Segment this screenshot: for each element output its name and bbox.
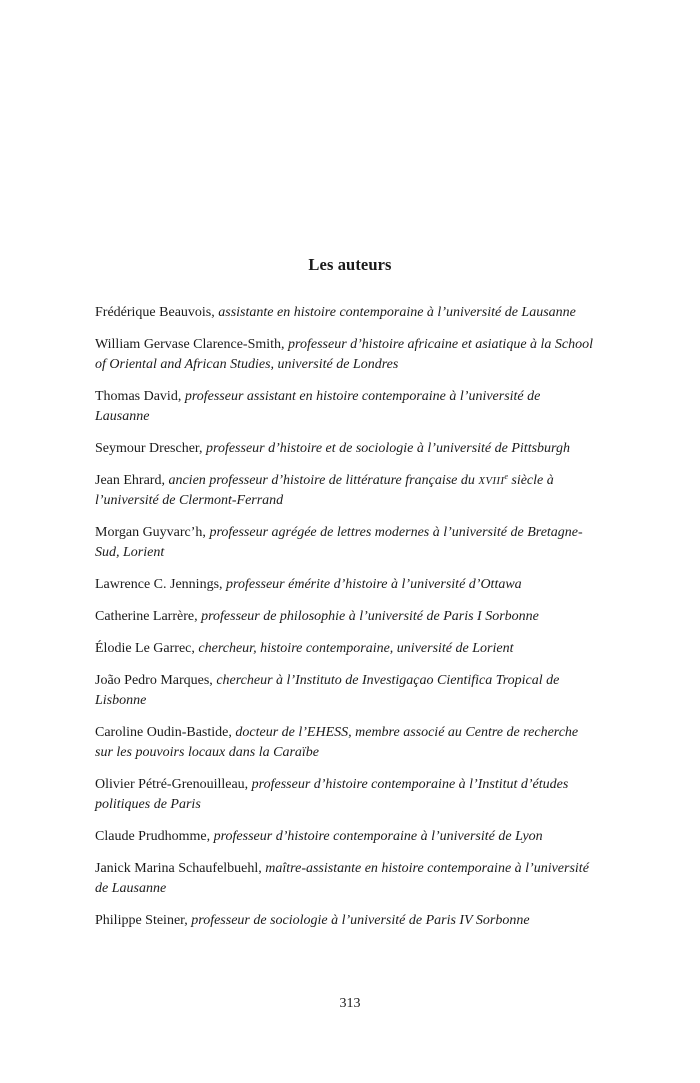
author-role: docteur de l’EHESS, membre associé au Centre de recherche sur les pouvoirs locaux dans la Caraïbe [95, 725, 579, 760]
author-name: Janick Marina Schaufelbuehl, [95, 861, 262, 876]
author-entry [95, 723, 595, 763]
author-role: assistante en histoire contemporaine à l’université de Lausanne [218, 305, 576, 320]
century-numeral: XVIII [478, 475, 505, 487]
author-role: professeur émérite d’histoire à l’université d’Ottawa [226, 577, 522, 592]
author-entry [95, 303, 595, 323]
author-entry [95, 335, 595, 375]
author-role: professeur d’histoire africaine et asiatique à la School of Oriental and African Studies, université de Londres [95, 337, 594, 372]
author-name: Élodie Le Garrec, [95, 641, 195, 656]
author-role: professeur agrégée de lettres modernes à l’université de Bretagne-Sud, Lorient [95, 525, 583, 560]
author-entry [95, 471, 595, 511]
author-role-after: siècle à l’université de Clermont-Ferrand [95, 473, 554, 508]
page-title: Les auteurs [308, 255, 392, 275]
author-name: Jean Ehrard, [95, 473, 165, 488]
author-role: chercheur, histoire contemporaine, université de Lorient [198, 641, 514, 656]
author-role: professeur de philosophie à l’université de Paris I Sorbonne [201, 609, 539, 624]
author-name: João Pedro Marques, [95, 673, 213, 688]
author-name: Frédérique Beauvois, [95, 305, 215, 320]
page-number: 313 [339, 996, 361, 1011]
author-name: Thomas David, [95, 389, 182, 404]
author-entry [95, 775, 595, 815]
author-role: professeur de sociologie à l’université de Paris IV Sorbonne [191, 913, 530, 928]
author-name: Lawrence C. Jennings, [95, 577, 223, 592]
author-name: Claude Prudhomme, [95, 829, 211, 844]
author-entry [95, 607, 595, 627]
author-role: professeur d’histoire contemporaine à l’université de Lyon [213, 829, 543, 844]
author-role: professeur assistant en histoire contemporaine à l’université de Lausanne [95, 389, 541, 424]
author-name: Caroline Oudin-Bastide, [95, 725, 232, 740]
author-name: William Gervase Clarence-Smith, [95, 337, 285, 352]
author-name: Philippe Steiner, [95, 913, 188, 928]
author-entry [95, 671, 595, 711]
author-entry [95, 859, 595, 899]
author-entry [95, 439, 595, 459]
century-superscript: e [504, 472, 508, 481]
author-entry [95, 387, 595, 427]
author-name: Morgan Guyvarc’h, [95, 525, 206, 540]
author-entry [95, 575, 595, 595]
author-entry [95, 523, 595, 563]
author-role: maître-assistante en histoire contemporaine à l’université de Lausanne [95, 861, 589, 896]
author-name: Olivier Pétré-Grenouilleau, [95, 777, 249, 792]
author-entry [95, 911, 595, 931]
author-role: chercheur à l’Instituto de Investigaçao Cientifica Tropical de Lisbonne [95, 673, 560, 708]
author-entry [95, 639, 595, 659]
authors-list [95, 303, 595, 943]
author-role: professeur d’histoire et de sociologie à l’université de Pittsburgh [206, 441, 570, 456]
author-entry [95, 827, 595, 847]
author-name: Catherine Larrère, [95, 609, 198, 624]
author-name: Seymour Drescher, [95, 441, 203, 456]
author-role: professeur d’histoire contemporaine à l’Institut d’études politiques de Paris [95, 777, 569, 812]
author-role-before: ancien professeur d’histoire de littérature française du [168, 473, 475, 488]
